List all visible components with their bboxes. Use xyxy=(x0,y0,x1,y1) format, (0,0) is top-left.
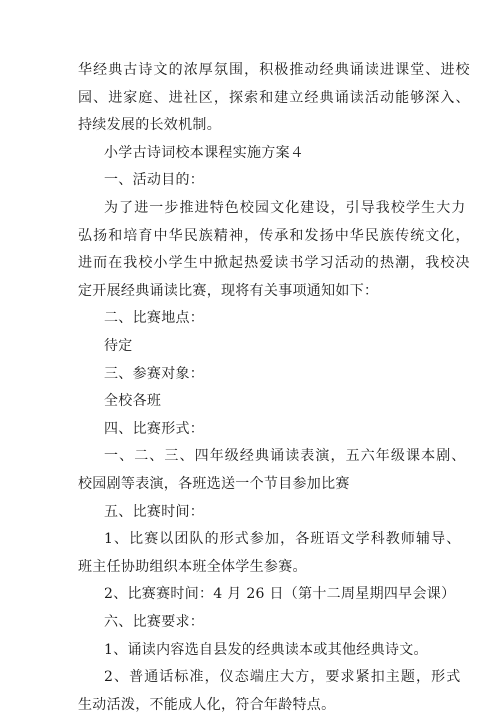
plan-title: 小学古诗词校本课程实施方案４ xyxy=(104,144,305,161)
section1-line-3: 进而在我校小学生中掀起热爱读书学习活动的热潮，我校决 xyxy=(78,255,471,272)
section2-body: 待定 xyxy=(104,338,133,354)
section2-heading: 二、比赛地点： xyxy=(104,310,205,327)
section3-body: 全校各班 xyxy=(104,393,162,410)
section1-line-4: 定开展经典诵读比赛，现将有关事项通知如下： xyxy=(78,282,379,299)
section6-item2-line-1: 2、普通话标准，仪态端庄大方，要求紧扣主题，形式 xyxy=(104,669,462,686)
section4-heading: 四、比赛形式： xyxy=(104,420,205,437)
intro-line-2: 园、进家庭、进社区，探索和建立经典诵读活动能够深入、 xyxy=(78,89,471,106)
section4-line-1: 一、二、三、四年级经典诵读表演，五六年级课本剧、 xyxy=(104,448,467,465)
section5-item2: 2、比赛赛时间：4 月 26 日（第十二周星期四早会课） xyxy=(104,586,456,603)
section5-heading: 五、比赛时间： xyxy=(104,503,205,520)
intro-line-1: 华经典古诗文的浓厚氛围，积极推动经典诵读进课堂、进校 xyxy=(78,62,471,78)
section6-item2-line-2: 生动活泼，不能成人化，符合年龄特点。 xyxy=(78,696,336,713)
section1-line-2: 弘扬和培育中华民族精神，传承和发扬中华民族传统文化， xyxy=(78,227,471,244)
section1-heading: 一、活动目的： xyxy=(104,172,205,189)
section6-item1: 1、诵读内容选自县发的经典读本或其他经典诗文。 xyxy=(104,641,428,658)
intro-line-3: 持续发展的长效机制。 xyxy=(78,117,221,134)
section5-item1-line-2: 班主任协助组织本班全体学生参赛。 xyxy=(78,558,307,575)
section4-line-2: 校园剧等表演，各班选送一个节目参加比赛 xyxy=(78,476,350,492)
section3-heading: 三、参赛对象： xyxy=(104,365,205,382)
section5-item1-line-1: 1、比赛以团队的形式参加，各班语文学科教师辅导、 xyxy=(104,531,462,548)
section1-line-1: 为了进一步推进特色校园文化建设，引导我校学生大力 xyxy=(104,200,467,216)
section6-heading: 六、比赛要求： xyxy=(104,614,205,630)
